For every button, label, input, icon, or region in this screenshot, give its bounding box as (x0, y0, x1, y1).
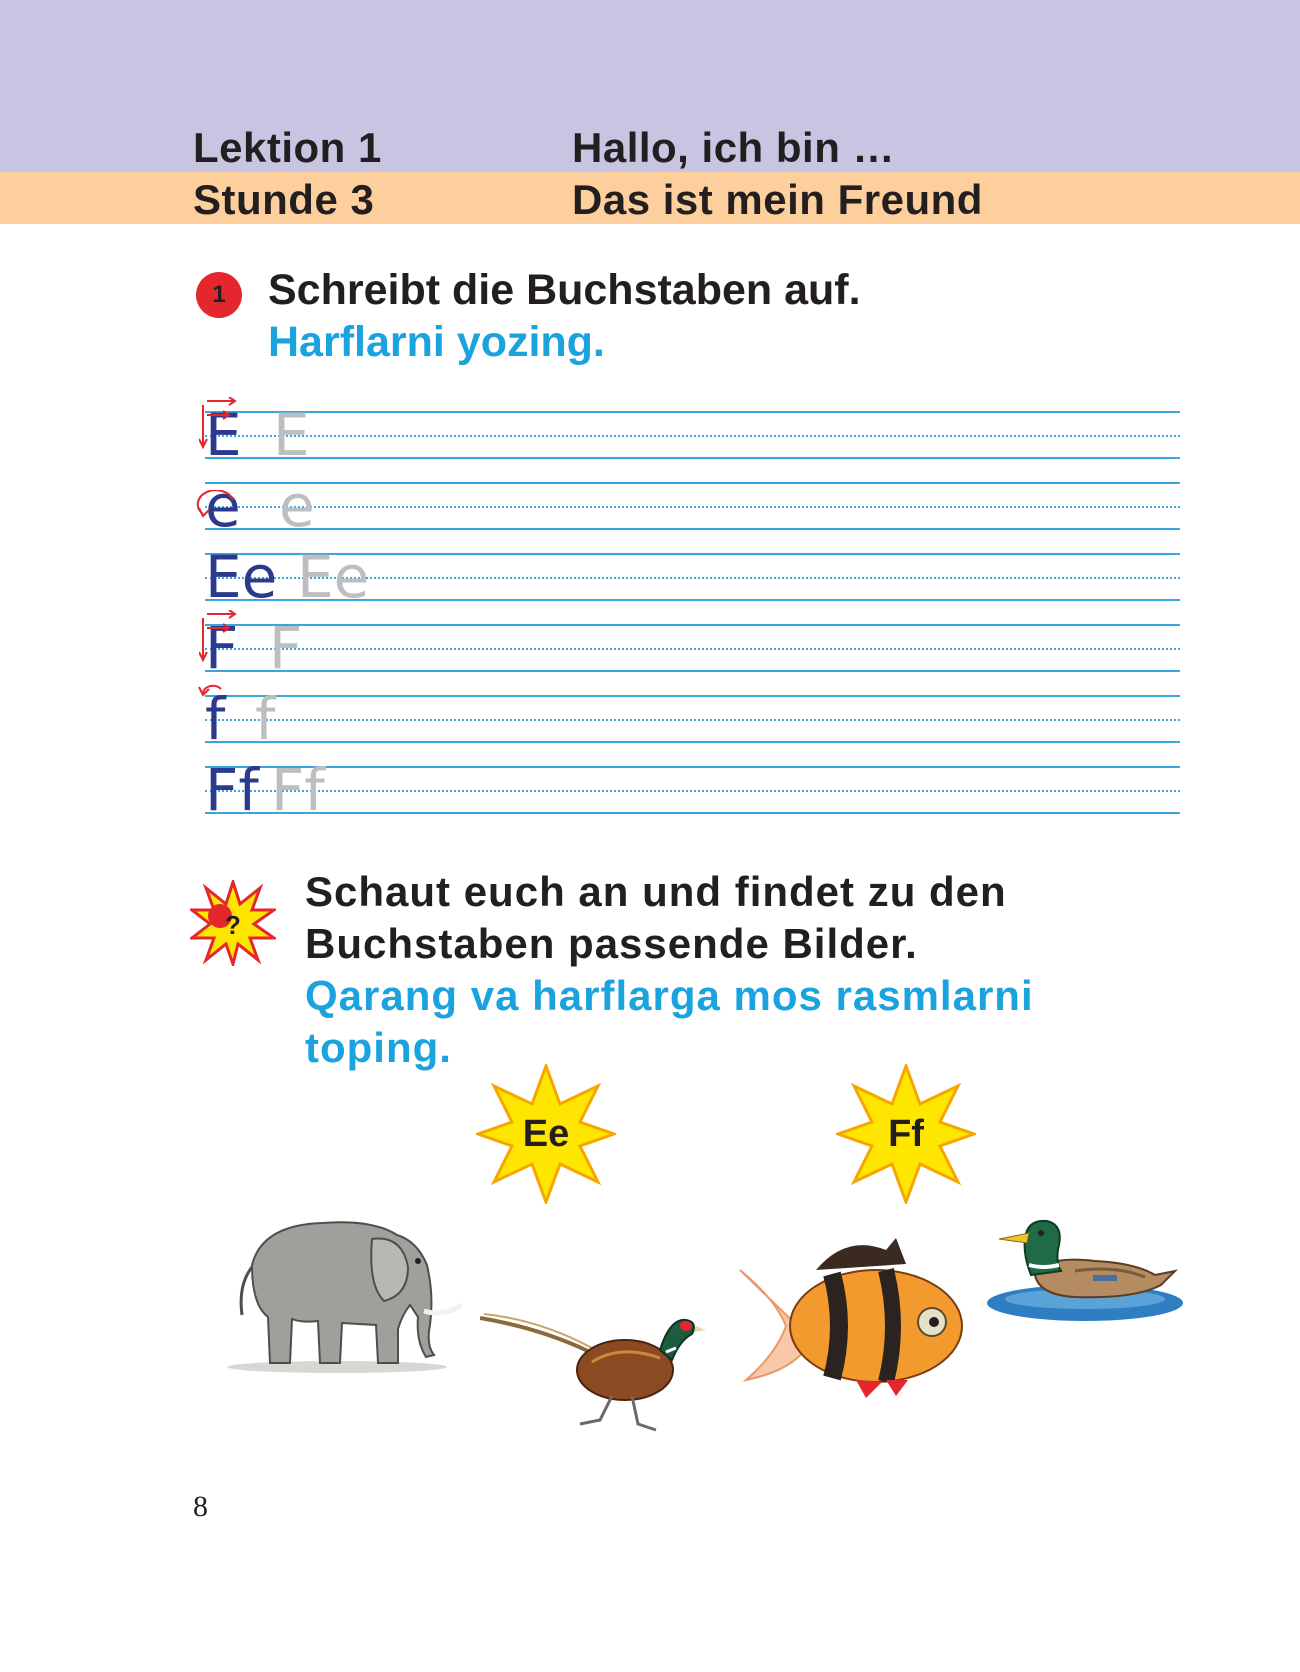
writing-row (205, 472, 1180, 540)
hour-title: Das ist mein Freund (572, 176, 983, 223)
star-label: Ee (522, 1113, 570, 1155)
writing-row (205, 614, 1180, 682)
duck-image (985, 1205, 1185, 1325)
writing-row (205, 685, 1180, 753)
pheasant-image (480, 1300, 720, 1440)
exercise-number-badge: 1 (196, 272, 242, 318)
stroke-arrow-icon (199, 397, 239, 457)
trace-letter: f (255, 685, 276, 753)
question-mark: ? (225, 910, 241, 940)
writing-row (205, 401, 1180, 469)
question-burst-icon (190, 880, 276, 966)
letter-star-ff (836, 1064, 976, 1204)
hour-label: Stunde 3 (193, 176, 375, 223)
trace-letter: e (279, 472, 315, 540)
lesson-title: Hallo, ich bin … (572, 124, 896, 171)
lesson-label: Lektion 1 (193, 124, 382, 171)
writing-row (205, 543, 1180, 611)
model-letter: e (205, 472, 241, 540)
fish-image (736, 1230, 966, 1400)
handwriting-lines (205, 401, 1180, 824)
trace-letter: Ff (271, 756, 325, 824)
model-letter: F (205, 614, 239, 682)
star-label: Ff (888, 1113, 924, 1155)
stroke-arrow-icon (195, 490, 239, 530)
trace-letter: Ee (297, 543, 370, 611)
trace-letter: E (273, 401, 310, 469)
model-letter: Ee (205, 543, 278, 611)
exercise2-instruction-de-line1: Schaut euch an und findet zu den (305, 868, 1007, 915)
writing-row (205, 756, 1180, 824)
letter-star-ee (476, 1064, 616, 1204)
exercise2-instruction-uz-line1: Qarang va harflarga mos rasmlarni (305, 972, 1034, 1019)
model-letter: f (205, 685, 226, 753)
model-letter: Ff (205, 756, 259, 824)
model-letter: E (205, 401, 242, 469)
elephant-image (212, 1205, 472, 1375)
stroke-arrow-icon (195, 679, 231, 719)
exercise1-instruction-de: Schreibt die Buchstaben auf. (268, 266, 861, 314)
exercise2-instruction-de-line2: Buchstaben passende Bilder. (305, 920, 918, 967)
stroke-arrow-icon (199, 610, 239, 670)
page-number: 8 (193, 1490, 208, 1523)
exercise1-instruction-uz: Harflarni yozing. (268, 318, 605, 366)
exercise2-instruction-uz-line2: toping. (305, 1024, 452, 1071)
trace-letter: F (269, 614, 303, 682)
